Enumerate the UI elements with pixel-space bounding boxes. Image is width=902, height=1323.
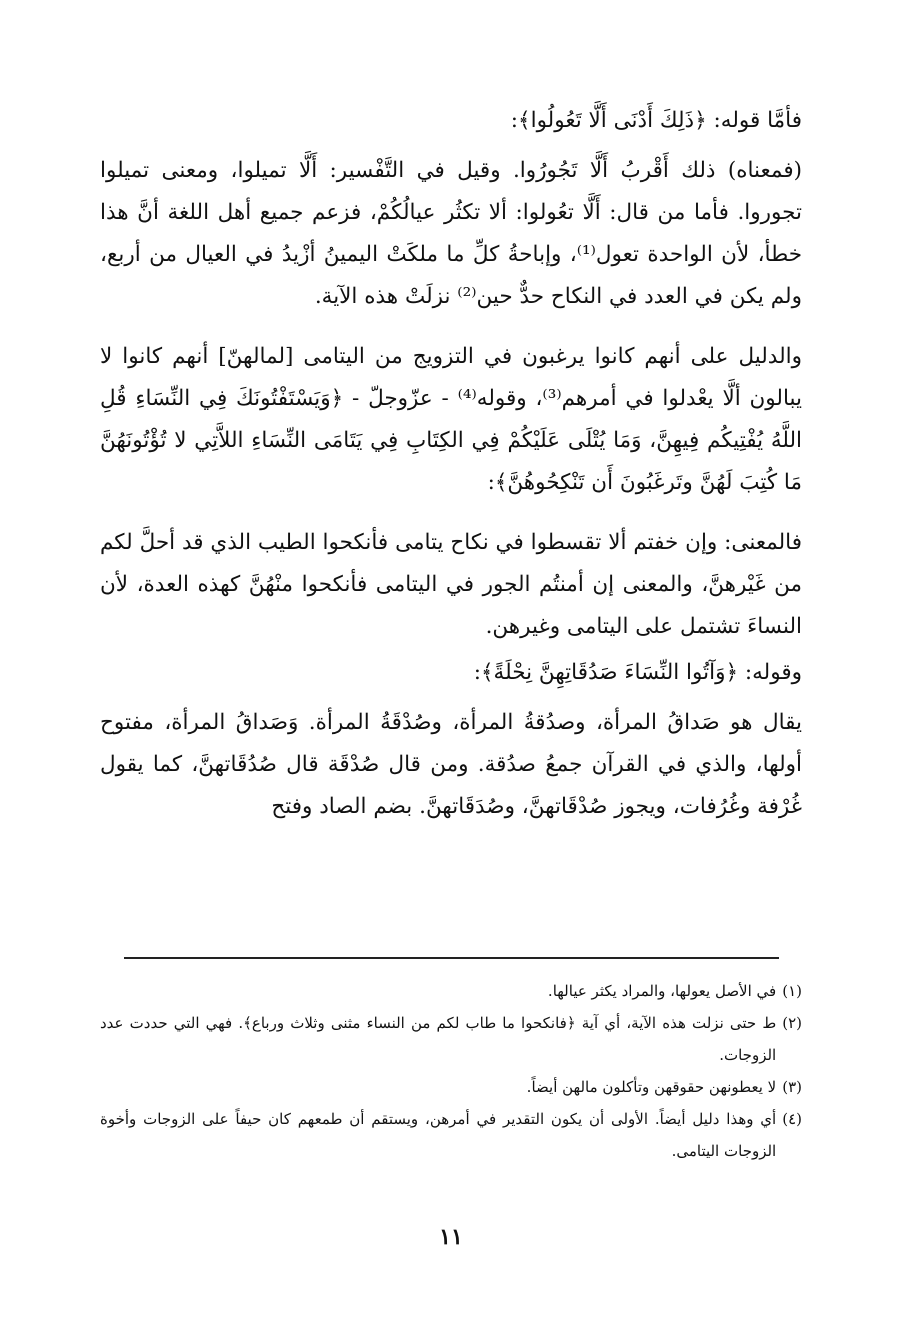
footnote-text: لا يعطونهن حقوقهن وتأكلون مالهن أيضاً. (526, 1078, 777, 1096)
footnotes (100, 975, 802, 1167)
footnote-number: (١) (782, 982, 802, 1000)
footnote-3 (100, 1071, 802, 1103)
verse-heading-1: فأمَّا قوله: ﴿ذَلِكَ أَدْنَى أَلَّا تَعُولُوا﴾: (510, 108, 802, 133)
paragraph-1: (فمعناه) ذلك أَقْربُ أَلَّا تَجُورُوا. وقيل في التَّفْسير: أَلَّا تميلوا، ومعنى تميلوا تجوروا. فأما من قال: أَلَّا تعُولوا: ألا تكثُر عيالُكُمْ، فزعم جميع أهل اللغة أنَّ هذا خطأ، لأن الواحدة تعول⁽¹⁾، وإباحةُ كلِّ ما ملكَتْ اليمينُ أزْيدُ في العيال من أربع، ولم يكن في العدد في النكاح حدٌّ حين⁽²⁾ نزلَتْ هذه الآية. (100, 158, 802, 309)
paragraph-3: فالمعنى: وإن خفتم ألا تقسطوا في نكاح يتامى فأنكحوا الطيب الذي قد أحلَّ لكم من غَيْرهنَّ، والمعنى إن أمنتُم الجور في اليتامى فأنكحوا منْهُنَّ كهذه العدة، لأن النساءَ تشتمل على اليتامى وغيرهن. (100, 530, 802, 639)
footnote-number: (٤) (782, 1110, 802, 1128)
verse-heading-2: وقوله: ﴿وَآتُوا النِّسَاءَ صَدُقَاتِهِنَّ نِحْلَةً﴾: (473, 660, 802, 685)
footnote-text: ط حتى نزلت هذه الآية، أي آية ﴿فانكحوا ما طاب لكم من النساء مثنى وثلاث ورباع﴾. فهي التي حددت عدد الزوجات. (100, 1014, 777, 1064)
footnote-text: أي وهذا دليل أيضاً. الأولى أن يكون التقدير في أمرهن، ويستقم أن طمعهم كان حيفاً على الزوجات وأخوة الزوجات اليتامى. (100, 1110, 777, 1160)
footnote-4 (100, 1103, 802, 1167)
footnote-number: (٢) (782, 1014, 802, 1032)
paragraph-2: والدليل على أنهم كانوا يرغبون في التزويج من اليتامى [لمالهنّ] أنهم كانوا لا يبالون ألَّا يعْدلوا في أمرهم⁽³⁾، وقوله⁽⁴⁾ - عزّوجلّ - ﴿وَيَسْتَفْتُونَكَ فِي النِّسَاءِ قُلِ اللَّهُ يُفْتِيكُم فِيهِنَّ، وَمَا يُتْلَى عَلَيْكُمْ فِي الكِتَابِ فِي يَتَامَى النِّسَاءِ اللاَّتِي لا تُؤْتُونَهُنَّ مَا كُتِبَ لَهُنَّ وتَرغَبُونَ أَن تَنْكِحُوهُنَّ﴾: (100, 344, 802, 495)
main-text (100, 100, 802, 828)
page-number: ١١ (439, 1224, 463, 1250)
paragraph-4: يقال هو صَداقُ المرأة، وصدُقةُ المرأة، وصُدْقَةُ المرأة. وَصَداقُ المرأة، مفتوح أولها، والذي في القرآن جمعُ صدُقة. ومن قال صُدْقَة قال صُدُقَاتهنَّ، كما يقول غُرْفة وغُرُفات، ويجوز صُدْقَاتهنَّ، وصُدَقَاتهنَّ. بضم الصاد وفتح (100, 710, 802, 819)
footnote-number: (٣) (782, 1078, 802, 1096)
footnote-divider (124, 957, 779, 959)
footnote-2 (100, 1007, 802, 1071)
footnote-1 (100, 975, 802, 1007)
footnote-text: في الأصل يعولها، والمراد يكثر عيالها. (547, 982, 777, 1000)
